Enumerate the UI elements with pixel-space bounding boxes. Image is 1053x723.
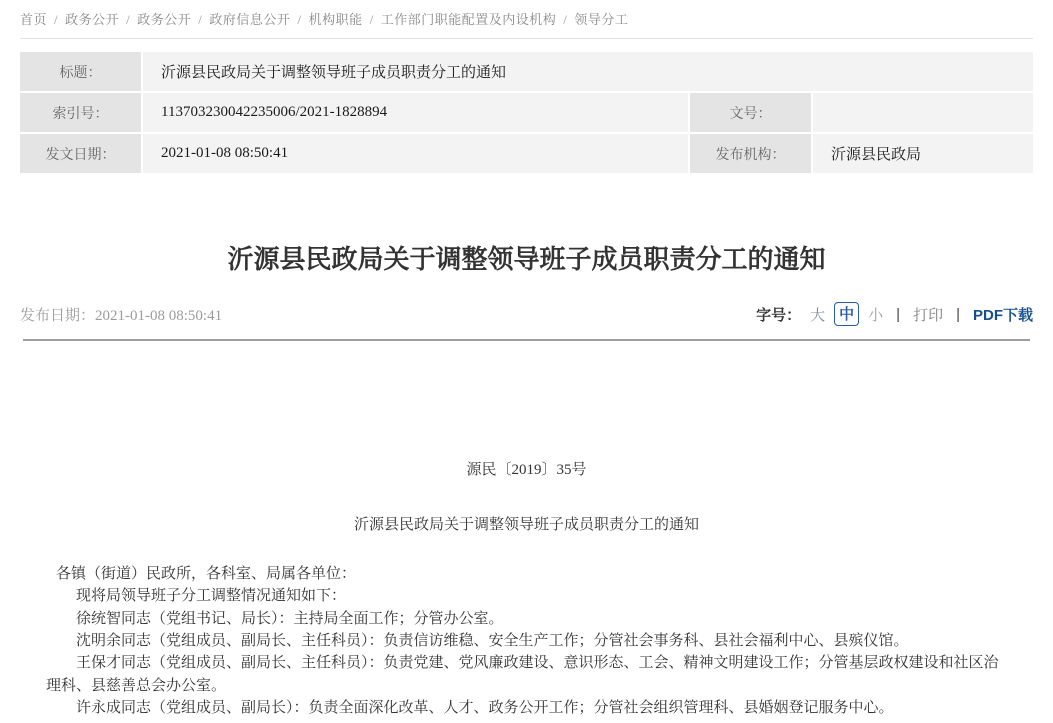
- breadcrumb-separator: /: [369, 12, 374, 27]
- breadcrumb-link-dept-config[interactable]: 工作部门职能配置及内设机构: [380, 12, 557, 27]
- paragraph-intro: 现将局领导班子分工调整情况通知如下：: [76, 588, 347, 605]
- paragraph-addressee: 各镇（街道）民政所，各科室、局属各单位：: [56, 565, 357, 582]
- breadcrumb-separator: /: [54, 12, 59, 27]
- issue-date-label: 发文日期：: [20, 134, 141, 173]
- breadcrumb-link-zwgk-2[interactable]: 政务公开: [137, 12, 192, 27]
- toolbar-separator: |: [896, 305, 901, 323]
- page-container: [20, 0, 1033, 720]
- issuer-label: 发布机构：: [690, 134, 811, 173]
- paragraph-duty-4: 许永成同志（党组成员、副局长）：负责全面深化改革、人才、政务公开工作；分管社会组织管理科、县婚姻登记服务中心。: [76, 700, 894, 717]
- font-size-large-button[interactable]: 大: [810, 306, 826, 324]
- publish-date: 发布日期：2021-01-08 08:50:41: [20, 307, 223, 324]
- breadcrumb: [20, 0, 1033, 39]
- index-number-value: 113703230042235006/2021-1828894: [143, 93, 688, 132]
- toolbar: [756, 302, 1033, 326]
- font-size-medium-button[interactable]: 中: [834, 302, 859, 326]
- font-size-small-button[interactable]: 小: [868, 306, 884, 324]
- breadcrumb-link-functions[interactable]: 机构职能: [308, 12, 363, 27]
- issuer-value: 沂源县民政局: [813, 134, 1033, 173]
- breadcrumb-separator: /: [563, 12, 568, 27]
- index-number-label: 索引号：: [20, 93, 141, 132]
- paragraph-duty-2: 沈明余同志（党组成员、副局长、主任科员）：负责信访维稳、安全生产工作；分管社会事务科、县社会福利中心、县殡仪馆。: [76, 633, 909, 650]
- document-title: 沂源县民政局关于调整领导班子成员职责分工的通知: [353, 517, 699, 534]
- paragraph-duty-1: 徐统智同志（党组书记、局长）：主持局全面工作；分管办公室。: [76, 610, 504, 627]
- font-size-label: 字号：: [756, 306, 802, 324]
- print-button[interactable]: 打印: [913, 306, 944, 324]
- document-paragraphs: [46, 563, 1007, 720]
- title-label: 标题：: [20, 52, 141, 91]
- pdf-download-button[interactable]: PDF下载: [972, 306, 1033, 324]
- breadcrumb-link-home[interactable]: 首页: [20, 12, 48, 27]
- breadcrumb-link-zwgk-1[interactable]: 政务公开: [65, 12, 120, 27]
- doc-number-value: [813, 93, 1033, 132]
- paragraph-duty-3: 王保才同志（党组成员、副局长、主任科员）：负责党建、党风廉政建设、意识形态、工会、精神文明建设工作；分管基层政权建设和社区治理科、县慈善总会办公室。: [46, 655, 999, 694]
- breadcrumb-separator: /: [198, 12, 203, 27]
- meta-bar: [20, 302, 1033, 326]
- title-value: 沂源县民政局关于调整领导班子成员职责分工的通知: [143, 52, 1033, 91]
- breadcrumb-separator: /: [297, 12, 302, 27]
- meta-table: [20, 52, 1033, 173]
- breadcrumb-separator: /: [126, 12, 131, 27]
- toolbar-separator: |: [956, 305, 960, 323]
- document-number: 源民〔2019〕35号: [466, 462, 587, 478]
- breadcrumb-link-info-disclosure[interactable]: 政府信息公开: [209, 12, 291, 27]
- issue-date-value: 2021-01-08 08:50:41: [143, 134, 688, 173]
- article-body: [20, 341, 1033, 720]
- breadcrumb-current: 领导分工: [574, 12, 629, 27]
- doc-number-label: 文号：: [690, 93, 811, 132]
- page-title: 沂源县民政局关于调整领导班子成员职责分工的通知: [227, 244, 826, 274]
